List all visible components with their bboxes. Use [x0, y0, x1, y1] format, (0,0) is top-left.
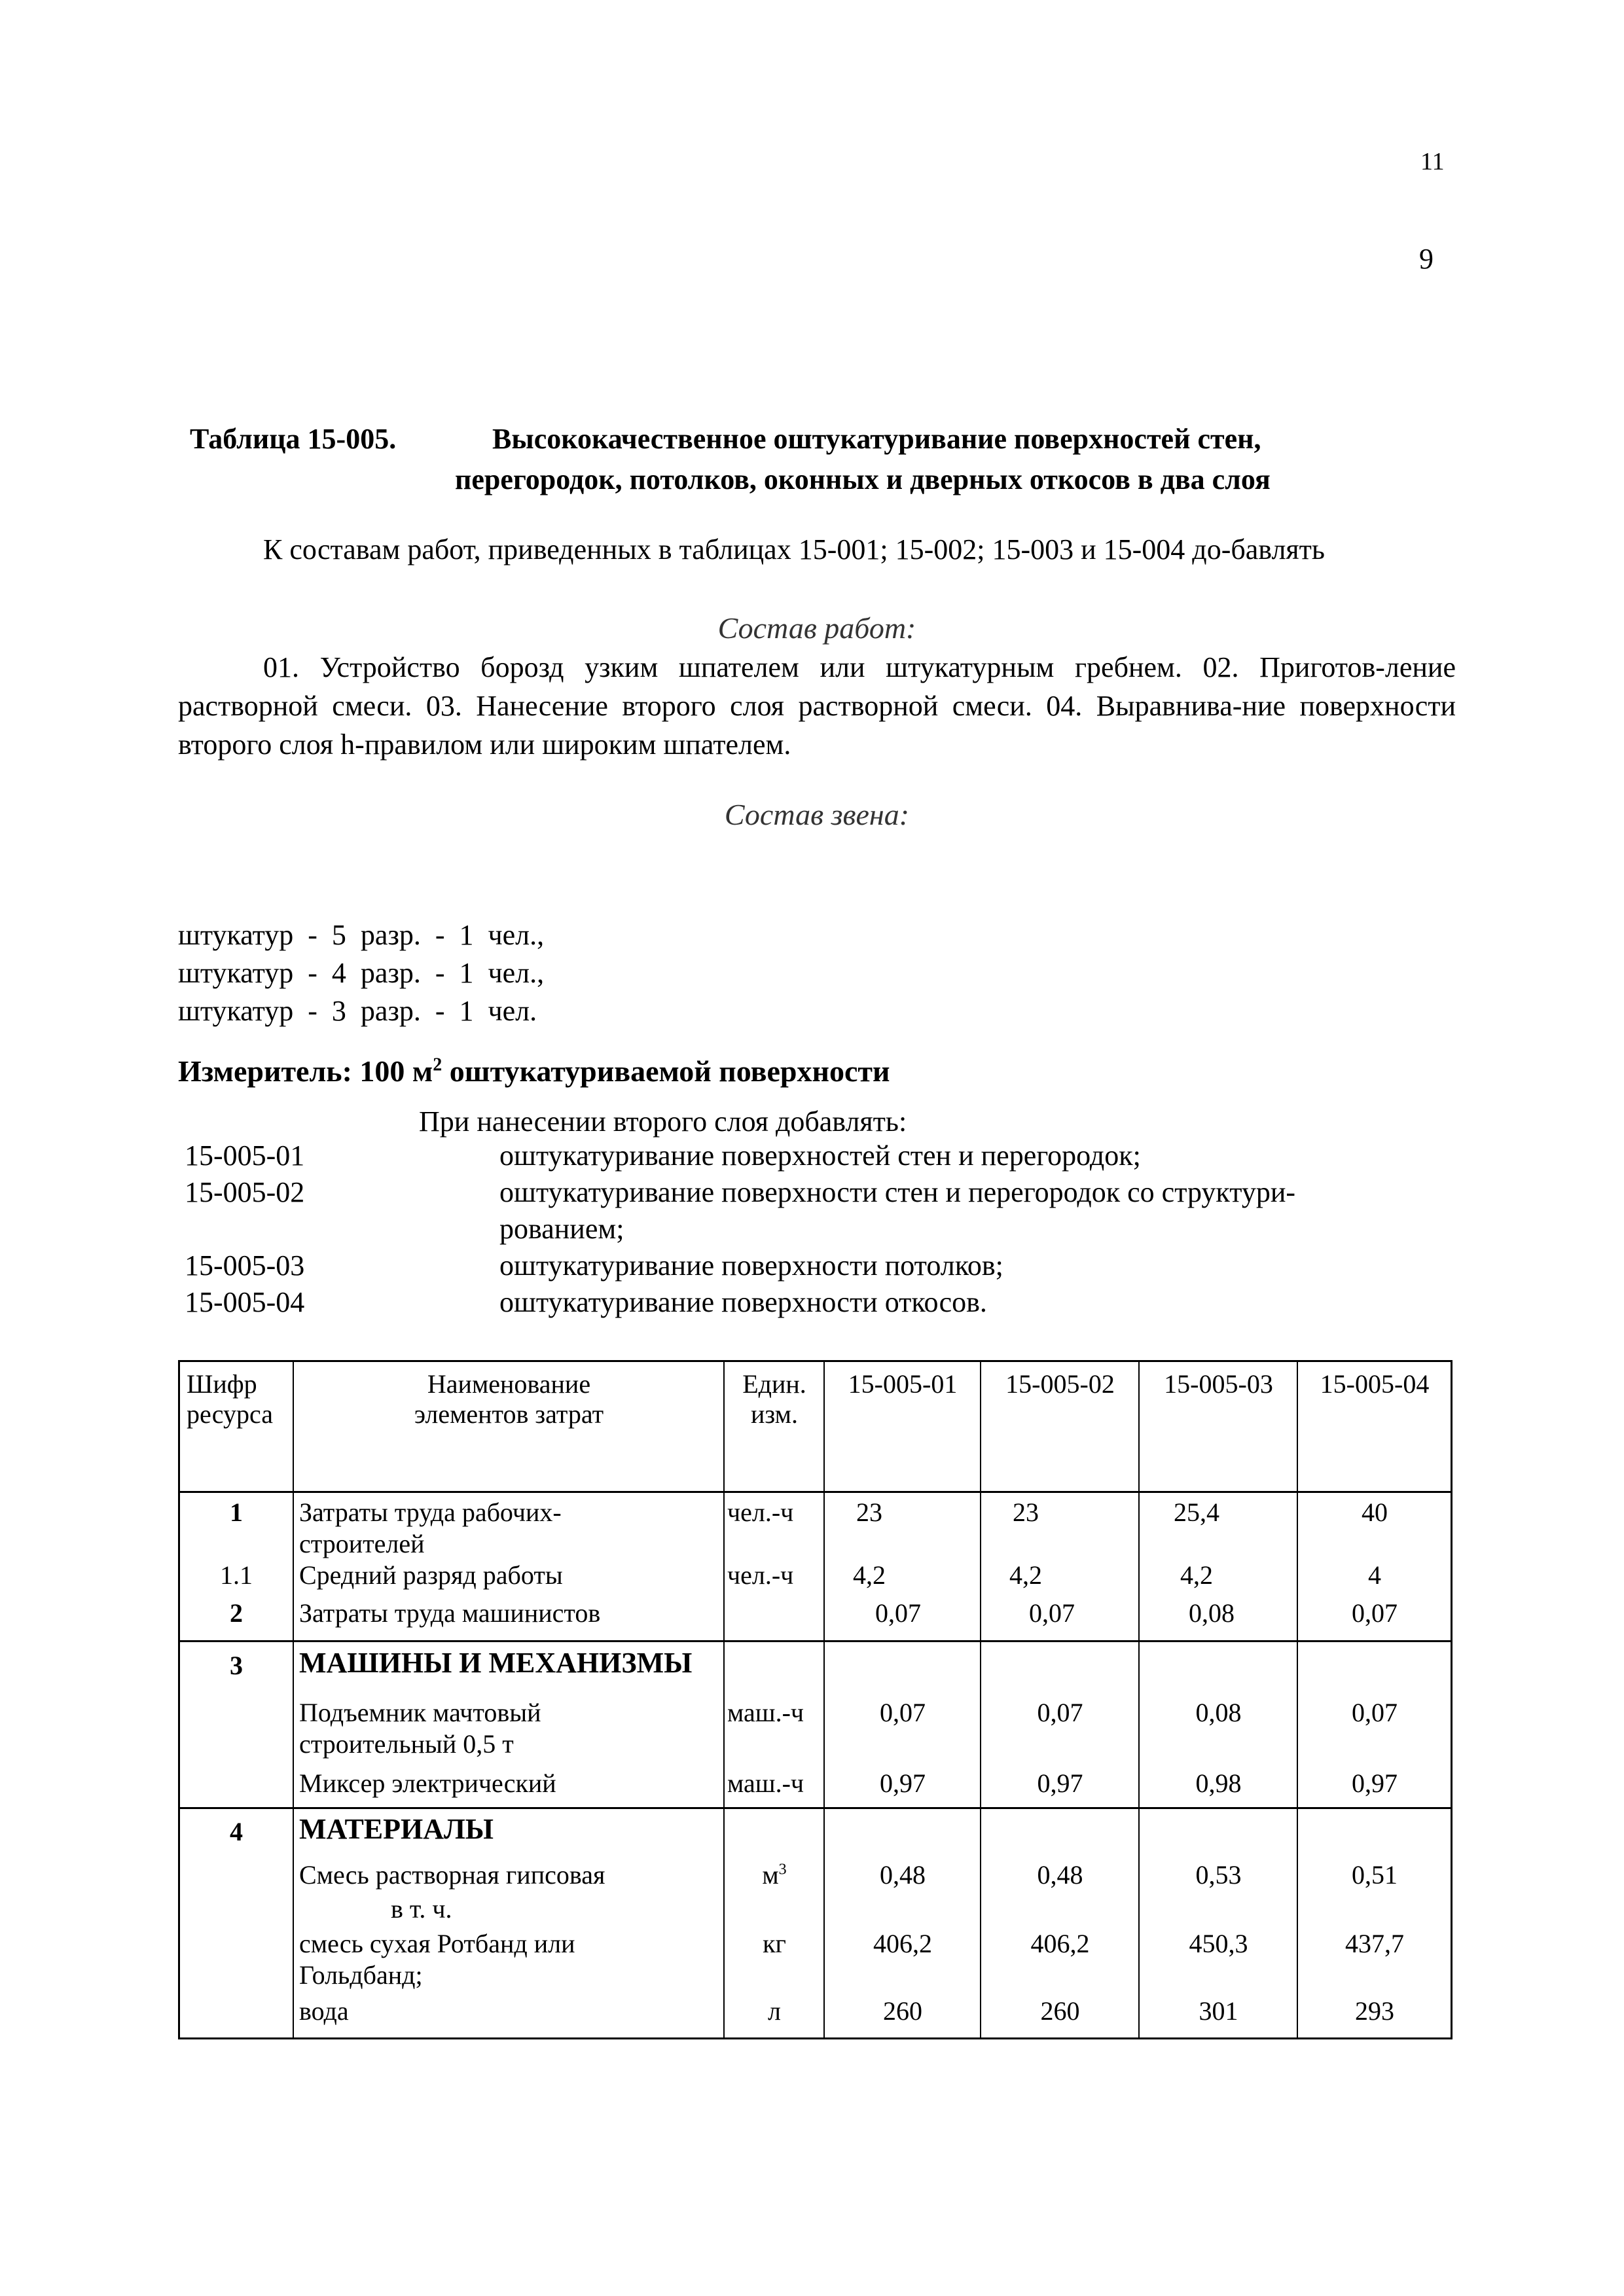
crew-line-3: штукатур - 3 разр. - 1 чел.	[178, 995, 537, 1027]
intro-paragraph: К составам работ, приведенных в таблицах 15-001; 15-002; 15-003 и 15-004 до-бавлять	[263, 533, 1325, 565]
work-paragraph: 01. Устройство борозд узким шпателем или штукатурным гребнем. 02. Приготов-ление растворной смеси. 03. Нанесение второго слоя растворной смеси. 04. Выравнива-ние поверхности второго слоя h-правилом или широким шпателем.	[178, 651, 1456, 761]
code-desc: оштукатуривание поверхности потолков;	[499, 1249, 1003, 1282]
table-title-label: Таблица 15-005.	[190, 423, 397, 455]
row-value: 0,97	[1037, 1768, 1083, 1798]
row-code: 1	[230, 1498, 243, 1527]
row-code: 1.1	[220, 1560, 253, 1590]
header-col-1: 15-005-01	[848, 1369, 958, 1399]
row-unit: $м^3$	[762, 1860, 787, 1890]
code-item: 15-005-04	[185, 1286, 305, 1318]
code-desc: оштукатуривание поверхности откосов.	[499, 1286, 987, 1318]
row-value: 450,3	[1189, 1929, 1248, 1958]
header-name: элементов затрат	[414, 1399, 604, 1429]
row-name: смесь сухая Ротбанд или	[299, 1929, 575, 1958]
row-value: 0,07	[1352, 1698, 1398, 1727]
crew-line-1: штукатур - 5 разр. - 1 чел.,	[178, 919, 545, 951]
row-value: 0,07	[1029, 1598, 1075, 1628]
row-value: 4	[1368, 1560, 1381, 1590]
row-name: строителей	[299, 1529, 425, 1558]
row-name: Подъемник мачтовый	[299, 1698, 541, 1727]
row-value: 0,07	[880, 1698, 926, 1727]
row-value: 0,07	[1037, 1698, 1083, 1727]
measure-line: Измеритель: 100 $м^2$ оштукатуриваемой поверхности	[178, 1054, 890, 1088]
row-value: 4,2	[853, 1560, 886, 1590]
row-unit: чел.-ч	[727, 1560, 794, 1590]
table-title-line2: перегородок, потолков, оконных и дверных откосов в два слоя	[455, 463, 1271, 495]
row-value: 25,4	[1174, 1498, 1219, 1527]
row-unit: кг	[763, 1929, 786, 1958]
row-value: 0,07	[875, 1598, 921, 1628]
code-item: 15-005-03	[185, 1249, 305, 1282]
row-name: строительный 0,5 т	[299, 1729, 514, 1759]
table-title-line1: Высококачественное оштукатуривание поверхностей стен,	[492, 423, 1261, 455]
section-code: 4	[230, 1817, 243, 1846]
section-title: МАШИНЫ И МЕХАНИЗМЫ	[299, 1647, 693, 1679]
header-unit: Един.	[742, 1369, 806, 1399]
row-value: 0,08	[1189, 1598, 1235, 1628]
row-name: Смесь растворная гипсовая	[299, 1860, 605, 1890]
row-value: 0,97	[880, 1768, 926, 1798]
code-item: 15-005-01	[185, 1139, 305, 1172]
row-value: 406,2	[873, 1929, 932, 1958]
crew-heading: Состав звена:	[724, 798, 910, 831]
row-value: 0,53	[1195, 1860, 1242, 1890]
code-item: 15-005-02	[185, 1176, 305, 1208]
crew-line-2: штукатур - 4 разр. - 1 чел.,	[178, 957, 545, 989]
row-code: 2	[230, 1598, 243, 1628]
row-name: Гольдбанд;	[299, 1960, 423, 1990]
header-code: ресурса	[187, 1399, 273, 1429]
row-value: 0,97	[1352, 1768, 1398, 1798]
header-col-4: 15-005-04	[1320, 1369, 1430, 1399]
header-unit: изм.	[751, 1399, 798, 1429]
row-name: вода	[299, 1996, 349, 2026]
row-unit: чел.-ч	[727, 1498, 794, 1527]
row-subnote: в т. ч.	[391, 1894, 452, 1924]
row-unit: маш.-ч	[727, 1768, 804, 1798]
code-desc: оштукатуривание поверхности стен и перегородок со структури-	[499, 1176, 1296, 1208]
row-name: Затраты труда машинистов	[299, 1598, 601, 1628]
header-col-2: 15-005-02	[1005, 1369, 1115, 1399]
row-value: 437,7	[1345, 1929, 1404, 1958]
row-value: 301	[1199, 1996, 1238, 2026]
resource-table	[178, 1360, 1453, 2039]
code-desc: оштукатуривание поверхностей стен и перегородок;	[499, 1139, 1141, 1172]
page-number-top: 11	[1420, 148, 1445, 175]
row-value: 23	[1013, 1498, 1039, 1527]
row-value: 0,51	[1352, 1860, 1398, 1890]
note-line: При нанесении второго слоя добавлять:	[419, 1105, 907, 1138]
row-value: 0,08	[1195, 1698, 1242, 1727]
row-value: 4,2	[1180, 1560, 1213, 1590]
row-name: Затраты труда рабочих-	[299, 1498, 562, 1527]
row-value: 0,07	[1352, 1598, 1398, 1628]
row-value: 260	[883, 1996, 922, 2026]
header-name: Наименование	[427, 1369, 591, 1399]
row-name: Средний разряд работы	[299, 1560, 563, 1590]
row-unit: маш.-ч	[727, 1698, 804, 1727]
row-value: 4,2	[1009, 1560, 1042, 1590]
page-number: 9	[1419, 243, 1434, 275]
row-value: 260	[1040, 1996, 1080, 2026]
row-value: 0,48	[880, 1860, 926, 1890]
row-value: 23	[856, 1498, 882, 1527]
row-name: Миксер электрический	[299, 1768, 556, 1798]
work-heading: Состав работ:	[717, 611, 916, 645]
row-value: 406,2	[1030, 1929, 1090, 1958]
section-title: МАТЕРИАЛЫ	[299, 1813, 494, 1845]
row-value: 0,48	[1037, 1860, 1083, 1890]
code-desc-cont: рованием;	[499, 1213, 624, 1245]
row-value: 0,98	[1195, 1768, 1242, 1798]
section-code: 3	[230, 1651, 243, 1680]
header-code: Шифр	[187, 1369, 257, 1399]
header-col-3: 15-005-03	[1164, 1369, 1273, 1399]
row-unit: л	[768, 1996, 781, 2026]
row-value: 40	[1362, 1498, 1388, 1527]
row-value: 293	[1355, 1996, 1394, 2026]
